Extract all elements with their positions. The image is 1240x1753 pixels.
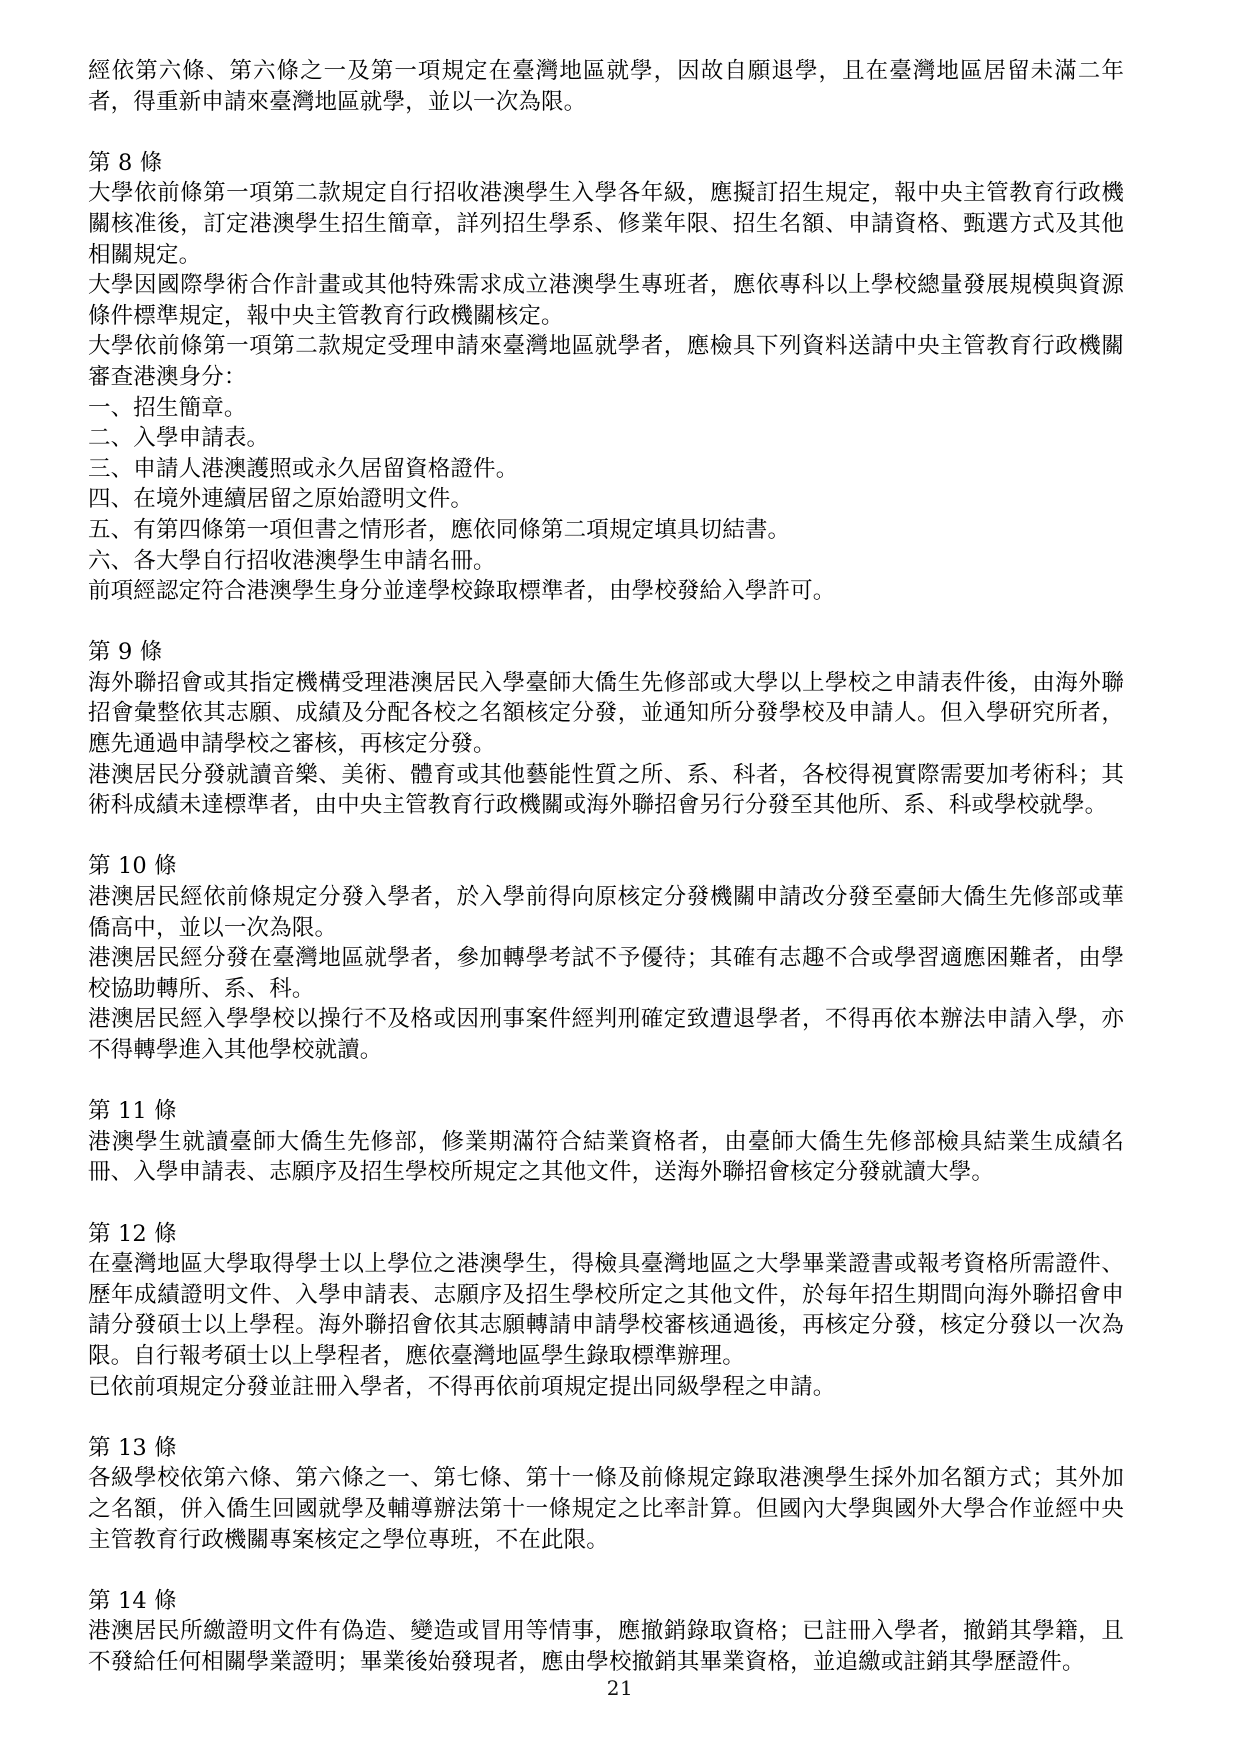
paragraph: 五、有第四條第一項但書之情形者，應依同條第二項規定填具切結書。: [88, 516, 791, 543]
paragraph: 港澳居民經入學學校以操行不及格或因刑事案件經判刑確定致遭退學者，不得再依本辦法申請入學，亦不得轉學進入其他學校就讀。: [88, 1006, 1124, 1063]
paragraph: 大學依前條第一項第二款規定受理申請來臺灣地區就學者，應檢具下列資料送請中央主管教育行政機關審查港澳身分：: [88, 333, 1124, 390]
paragraph: 港澳居民所繳證明文件有偽造、變造或冒用等情事，應撤銷錄取資格；已註冊入學者，撤銷其學籍，且不發給任何相關學業證明；畢業後始發現者，應由學校撤銷其畢業資格，並追繳或註銷其學歷證件。: [88, 1618, 1124, 1675]
paragraph: 在臺灣地區大學取得學士以上學位之港澳學生，得檢具臺灣地區之大學畢業證書或報考資格所需證件、歷年成績證明文件、入學申請表、志願序及招生學校所定之其他文件，於每年招生期間向海外聯招會申請分發碩士以上學程。海外聯招會依其志願轉請申請學校審核通過後，再核定分發，核定分發以一次為限。自行報考碩士以上學程者，應依臺灣地區學生錄取標準辦理。: [88, 1251, 1124, 1369]
article-block: [88, 1433, 1124, 1555]
paragraph: 大學因國際學術合作計畫或其他特殊需求成立港澳學生專班者，應依專科以上學校總量發展規模與資源條件標準規定，報中央主管教育行政機關核定。: [88, 272, 1124, 329]
article-heading: 第 14 條: [88, 1587, 177, 1614]
paragraph: 港澳居民分發就讀音樂、美術、體育或其他藝能性質之所、系、科者，各校得視實際需要加考術科；其術科成績未達標準者，由中央主管教育行政機關或海外聯招會另行分發至其他所、系、科或學校就學。: [88, 761, 1124, 819]
paragraph: 六、各大學自行招收港澳學生申請名冊。: [88, 547, 496, 574]
paragraph: 大學依前條第一項第二款規定自行招收港澳學生入學各年級，應擬訂招生規定，報中央主管教育行政機關核准後，訂定港澳學生招生簡章，詳列招生學系、修業年限、招生名額、申請資格、甄選方式及其他相關規定。: [88, 180, 1124, 268]
paragraph: 港澳居民經依前條規定分發入學者，於入學前得向原核定分發機關申請改分發至臺師大僑生先修部或華僑高中，並以一次為限。: [88, 884, 1124, 941]
paragraph: 各級學校依第六條、第六條之一、第七條、第十一條及前條規定錄取港澳學生採外加名額方式；其外加之名額，併入僑生回國就學及輔導辦法第十一條規定之比率計算。但國內大學與國外大學合作並經中央主管教育行政機關專案核定之學位專班，不在此限。: [88, 1465, 1124, 1553]
article-heading: 第 12 條: [88, 1220, 177, 1247]
paragraph: 海外聯招會或其指定機構受理港澳居民入學臺師大僑生先修部或大學以上學校之申請表件後，由海外聯招會彙整依其志願、成績及分配各校之名額核定分發，並通知所分發學校及申請人。但入學研究所者，應先通過申請學校之審核，再核定分發。: [88, 669, 1124, 758]
paragraph: 三、申請人港澳護照或永久居留資格證件。: [88, 455, 519, 482]
paragraph: 四、在境外連續居留之原始證明文件。: [88, 486, 474, 513]
article-block: [88, 1586, 1124, 1678]
paragraph: 二、入學申請表。: [88, 425, 270, 452]
article-heading: 第 9 條: [88, 639, 163, 666]
article-heading: 第 13 條: [88, 1434, 177, 1461]
article-heading: 第 11 條: [88, 1098, 177, 1125]
article-block: [88, 637, 1124, 821]
article-block: [88, 1219, 1124, 1403]
article-heading: 第 8 條: [88, 149, 163, 176]
article-block: [88, 56, 1124, 117]
paragraph: 前項經認定符合港澳學生身分並達學校錄取標準者，由學校發給入學許可。: [88, 578, 836, 605]
paragraph: 港澳居民經分發在臺灣地區就學者，參加轉學考試不予優待；其確有志趣不合或學習適應困難者，由學校協助轉所、系、科。: [88, 945, 1124, 1002]
page-number: 21: [606, 1676, 634, 1700]
article-block: [88, 148, 1124, 607]
paragraph: 一、招生簡章。: [88, 394, 247, 421]
article-block: [88, 1096, 1124, 1188]
paragraph: 港澳學生就讀臺師大僑生先修部，修業期滿符合結業資格者，由臺師大僑生先修部檢具結業生成績名冊、入學申請表、志願序及招生學校所規定之其他文件，送海外聯招會核定分發就讀大學。: [88, 1128, 1124, 1186]
article-block: [88, 851, 1124, 1065]
document-body: [88, 56, 1124, 1677]
paragraph: 已依前項規定分發並註冊入學者，不得再依前項規定提出同級學程之申請。: [88, 1373, 836, 1400]
paragraph: 經依第六條、第六條之一及第一項規定在臺灣地區就學，因故自願退學，且在臺灣地區居留未滿二年者，得重新申請來臺灣地區就學，並以一次為限。: [88, 58, 1124, 115]
article-heading: 第 10 條: [88, 853, 177, 880]
